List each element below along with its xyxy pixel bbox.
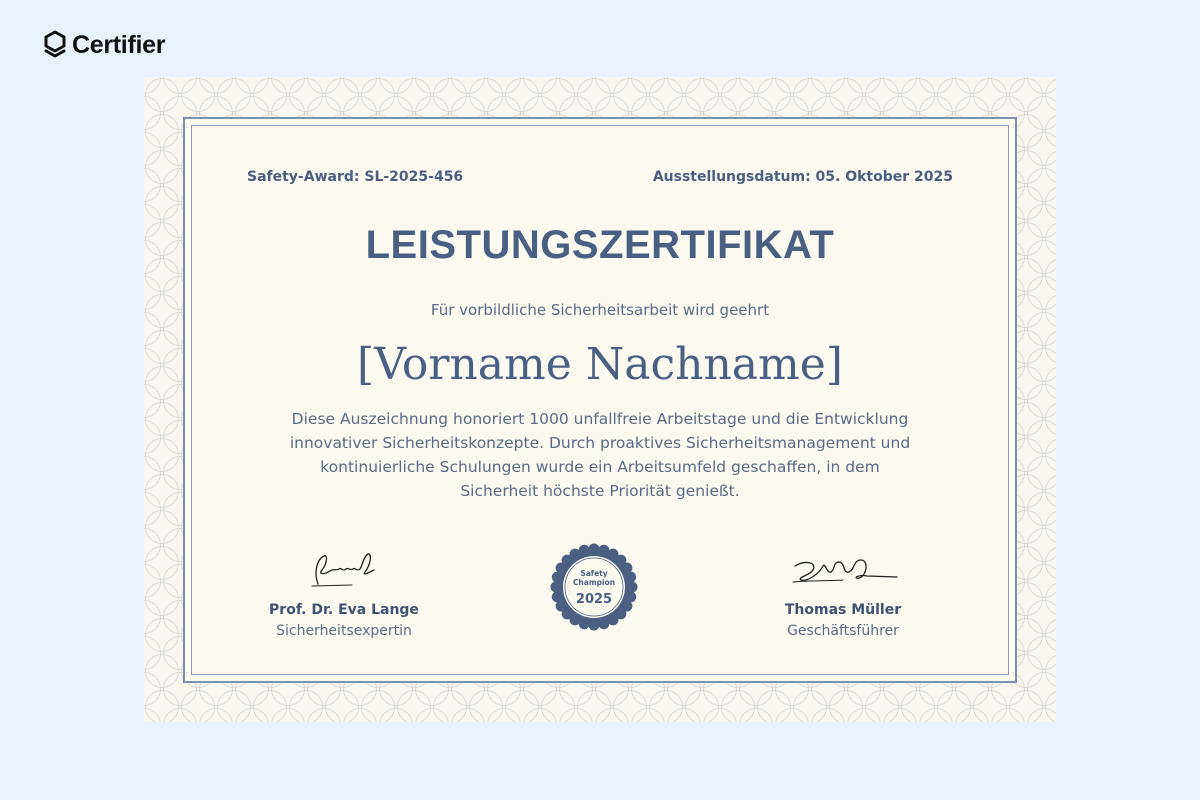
certifier-logo-icon — [44, 30, 66, 60]
certificate-frame — [183, 117, 1017, 683]
certifier-logo[interactable] — [44, 30, 165, 60]
signature-block-right — [723, 544, 963, 639]
signature-left — [294, 544, 394, 594]
signature-block-left — [224, 544, 464, 639]
certificate-description: Diese Auszeichnung honoriert 1000 unfallfreie Arbeitstage und die Entwicklung innovativer Sicherheitskonzepte. Durch proaktives Sicherheitsmanagement und kontinuierliche Schulungen wurde ein Arbeitsumfeld geschaffen, in dem Sicherheit höchste Priorität genießt. — [289, 410, 911, 500]
seal-year: 2025 — [575, 592, 613, 607]
award-id: Safety-Award: SL-2025-456 — [247, 169, 464, 185]
logo-text: Certifier — [72, 30, 166, 59]
signatory-name-right: Thomas Müller — [784, 602, 902, 618]
seal-line1: Safety — [580, 569, 608, 578]
certificate-subtitle: Für vorbildliche Sicherheitsarbeit wird geehrt — [430, 301, 770, 319]
issue-date: Ausstellungsdatum: 05. Oktober 2025 — [652, 169, 953, 185]
signatory-role-right: Geschäftsführer — [787, 623, 899, 639]
seal-line2: Champion — [572, 578, 616, 587]
signatory-role-left: Sicherheitsexpertin — [276, 623, 412, 639]
safety-champion-seal-icon — [549, 542, 639, 632]
signatory-name-left: Prof. Dr. Eva Lange — [269, 602, 419, 618]
signature-right — [783, 544, 903, 594]
recipient-name: [Vorname Nachname] — [357, 339, 843, 390]
certificate-title: LEISTUNGSZERTIFIKAT — [365, 223, 835, 267]
certificate — [144, 77, 1056, 722]
